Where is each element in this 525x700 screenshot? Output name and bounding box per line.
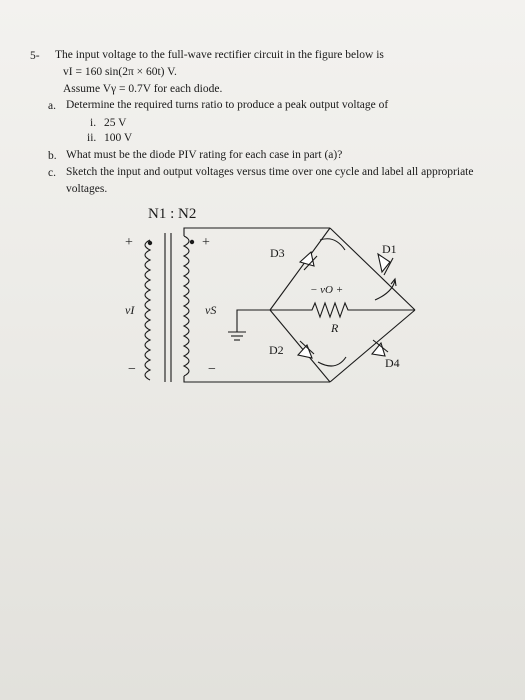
part-b-label: b. [48,150,57,162]
diode-D4-label: D4 [385,356,400,370]
part-a-i-label: i. [90,117,97,129]
resistor-R [270,303,415,317]
diode-D1-symbol [378,254,393,275]
secondary-dot [190,240,194,244]
bridge-top-right [330,228,415,310]
secondary-voltage-label: vS [205,303,217,317]
part-a-label: a. [48,100,56,112]
diode-D3-symbol [300,252,317,270]
diode-D3-label: D3 [270,246,285,260]
diode-D2-symbol [298,341,314,358]
primary-coil [145,240,150,380]
diode-D2-label: D2 [269,343,284,357]
secondary-plus: + [202,235,210,250]
problem-number: 5- [30,50,40,62]
part-c-label: c. [48,167,56,179]
part-a-ii-label: ii. [87,132,97,144]
d3-arrow [320,239,345,250]
d2-arrow [318,357,346,366]
secondary-minus: − [208,362,216,377]
resistor-label: R [331,321,339,335]
diode-D4-symbol [372,340,388,356]
problem-intro: The input voltage to the full-wave rectifier circuit in the figure below is [55,49,384,61]
wire-bottom [184,376,330,382]
part-c-text: Sketch the input and output voltages versus time over one cycle and label all appropriate [66,166,474,178]
primary-plus: + [125,235,133,250]
primary-voltage-label: vI [125,303,135,317]
bridge-left-top [270,228,330,310]
part-c-text-cont: voltages. [66,183,108,195]
secondary-coil [184,236,189,376]
diode-D1-label: D1 [382,242,397,256]
part-a-text: Determine the required turns ratio to produce a peak output voltage of [66,99,389,111]
output-voltage-label: − vO + [310,284,344,296]
input-voltage-equation: vI = 160 sin(2π × 60t) V. [63,66,177,78]
wire-center-tap [237,310,270,332]
part-a-i-text: 25 V [104,117,127,129]
part-b-text: What must be the diode PIV rating for each case in part (a)? [66,149,343,161]
primary-dot [148,241,152,245]
diode-assumption: Assume Vγ = 0.7V for each diode. [63,83,223,95]
bridge-right-bottom [330,310,415,382]
part-a-ii-text: 100 V [104,132,133,144]
primary-minus: − [128,362,136,377]
turns-ratio-label: N1 : N2 [148,206,197,222]
